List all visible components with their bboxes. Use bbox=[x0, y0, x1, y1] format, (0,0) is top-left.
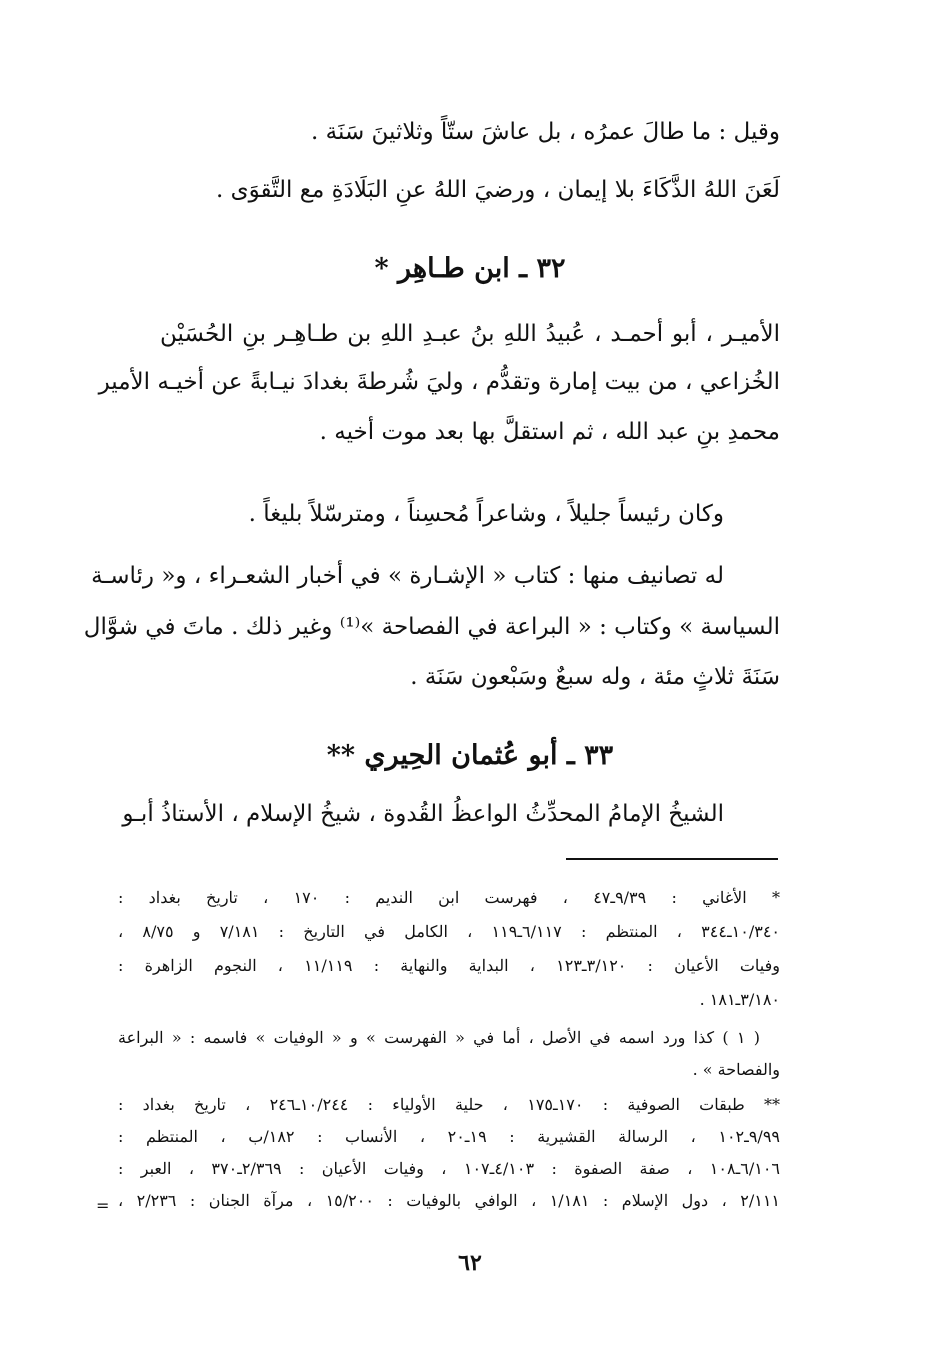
continuation-mark: = bbox=[96, 1196, 110, 1215]
entry-heading-33: ٣٣ ـ أبو عُثمان الحِيري ** bbox=[326, 740, 614, 771]
footnote-line: والفصاحة » . bbox=[692, 1060, 780, 1079]
body-line: لَعَنَ اللهُ الذَّكَاءَ بلا إيمان ، ورضيَ اللهُ عنِ البَلَادَةِ مع التَّقوَى . bbox=[215, 177, 780, 203]
footnote-line: ٩/٩٩ـ١٠٢ ، الرسالة القشيرية : ١٩ـ٢٠ ، الأنساب : ١٨٢/ب ، المنتظم : bbox=[118, 1127, 780, 1146]
footnote-line: ( ١ ) كذا ورد اسمه في الأصل ، أما في « الفهرست » و « الوفيات » فاسمه : « البراعة bbox=[118, 1028, 761, 1047]
footnote-line: وفيات الأعيان : ٣/١٢٠ـ١٢٣ ، البداية والنهاية : ١١/١١٩ ، النجوم الزاهرة : bbox=[118, 956, 781, 975]
body-line: محمدِ بنِ عبد الله ، ثم استقلَّ بها بعد موت أخيه . bbox=[319, 419, 780, 445]
entry-heading-32: ٣٢ ـ ابن طـاهِر * bbox=[374, 253, 566, 284]
footnote-line: ٦/١٠٦ـ١٠٨ ، صفة الصفوة : ٤/١٠٣ـ١٠٧ ، وفيات الأعيان : ٢/٣٦٩ـ٣٧٠ ، العبر : bbox=[118, 1159, 780, 1178]
body-line: الأميـر ، أبو أحمـد ، عُبيدُ اللهِ بنُ عبـدِ اللهِ بن طـاهِـر بنِ الحُسَيْن bbox=[160, 321, 780, 347]
page-number: ٦٢ bbox=[458, 1250, 482, 1276]
body-line: له تصانيف منها : كتاب « الإشـارة » في أخبار الشعـراء ، و« رئاسـة bbox=[91, 563, 724, 589]
body-line: سَنَةَ ثلاثٍ مئة ، وله سبعٌ وسَبْعون سَنَة . bbox=[410, 664, 780, 690]
body-line: السياسة » وكتاب : « البراعة في الفصاحة »⁽¹⁾ وغير ذلك . ماتَ في شوَّال bbox=[83, 614, 780, 640]
footnote-line: ٣/١٨٠ـ١٨١ . bbox=[699, 990, 780, 1009]
footnote-line: ١٠/٣٤٠ـ٣٤٤ ، المنتظم : ٦/١١٧ـ١١٩ ، الكامل في التاريخ : ٧/١٨١ و ٨/٧٥ ، bbox=[118, 922, 780, 941]
footnote-line: ** طبقات الصوفية : ١٧٠ـ١٧٥ ، حلية الأولياء : ١٠/٢٤٤ـ٢٤٦ ، تاريخ بغداد : bbox=[118, 1095, 781, 1114]
body-line: وكان رئيساً جليلاً ، وشاعراً مُحسِناً ، ومترسّلاً بليغاً . bbox=[248, 501, 724, 527]
body-line: الخُزاعي ، من بيت إمارة وتقدُّم ، وليَ شُرطةَ بغدادَ نيـابةً عن أخيـه الأمير bbox=[98, 369, 780, 395]
footnote-line: ٢/١١١ ، دول الإسلام : ١/١٨١ ، الوافي بالوفيات : ١٥/٢٠٠ ، مرآة الجنان : ٢/٢٣٦ ، bbox=[118, 1191, 780, 1210]
footnote-line: * الأغاني : ٩/٣٩ـ٤٧ ، فهرست ابن النديم : ١٧٠ ، تاريخ بغداد : bbox=[118, 888, 781, 907]
body-line: الشيخُ الإمامُ المحدِّثُ الواعظُ القُدوة ، شيخُ الإسلام ، الأستاذُ أبـو bbox=[122, 801, 724, 827]
body-line: وقيل : ما طالَ عمرُه ، بل عاشَ ستّاً وثلاثينَ سَنَة . bbox=[311, 119, 780, 145]
footnote-separator bbox=[566, 858, 778, 860]
